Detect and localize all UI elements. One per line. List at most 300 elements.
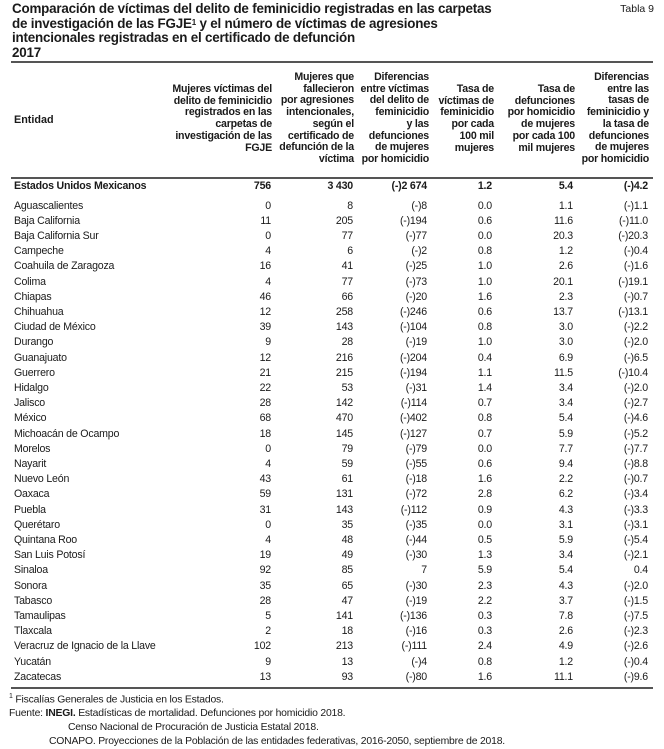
- title-line-3: intencionales registradas en el certificado de defunción: [12, 30, 356, 46]
- difference: (-)73: [405, 275, 427, 288]
- rate-difference: (-)13.1: [618, 305, 648, 318]
- difference: (-)194: [399, 366, 427, 379]
- header-line: por cada: [451, 118, 494, 131]
- difference: (-)18: [405, 473, 427, 486]
- entity-name: Tabasco: [14, 594, 53, 607]
- feminicidio-rate: 0.0: [477, 199, 492, 212]
- table-row: [0, 397, 664, 412]
- header-line: Diferencias: [374, 71, 429, 83]
- entity-name: Jalisco: [14, 397, 45, 410]
- entity-name: Hidalgo: [14, 381, 49, 394]
- difference: 7: [421, 564, 427, 577]
- feminicidio-victims: 21: [259, 366, 271, 379]
- homicide-deaths: 6: [347, 245, 353, 258]
- difference: (-)2: [411, 245, 427, 258]
- rate-difference: (-)2.7: [623, 397, 648, 410]
- homicide-deaths: 53: [341, 381, 353, 394]
- homicide-rate: 1.1: [558, 199, 573, 212]
- homicide-rate: 4.3: [558, 579, 573, 592]
- homicide-deaths: 143: [335, 321, 353, 334]
- feminicidio-victims: 18: [259, 427, 271, 440]
- header-line: por homicidio: [581, 152, 649, 165]
- footnote-text: Fiscalías Generales de Justicia en los Estados.: [12, 694, 224, 706]
- entity-name: Baja California Sur: [14, 229, 99, 242]
- difference: (-)44: [405, 533, 427, 546]
- feminicidio-rate: 0.9: [477, 503, 492, 516]
- homicide-rate: 2.2: [558, 473, 573, 486]
- rate-difference: (-)6.5: [623, 351, 648, 364]
- header-col-diferencias-tasas: [582, 72, 649, 166]
- header-line: registrados en las: [184, 106, 272, 119]
- difference: (-)136: [399, 609, 427, 622]
- table-row: [0, 336, 664, 351]
- homicide-deaths: 35: [341, 518, 353, 531]
- difference: (-)4: [411, 655, 427, 668]
- header-line: mujeres: [454, 141, 494, 154]
- rate-difference: (-)4.2: [623, 180, 648, 192]
- table-row: [0, 473, 664, 488]
- difference: (-)20: [405, 290, 427, 303]
- entity-name: San Luis Potosí: [14, 549, 86, 562]
- entity-name: Quintana Roo: [14, 533, 77, 546]
- feminicidio-victims: 35: [259, 579, 271, 592]
- header-line: según el: [312, 117, 354, 130]
- table-row: [0, 276, 664, 291]
- table-row: [0, 549, 664, 564]
- homicide-rate: 4.3: [558, 503, 573, 516]
- feminicidio-rate: 0.3: [477, 609, 492, 622]
- header-line: feminicidio: [440, 106, 494, 119]
- entity-name: Sinaloa: [14, 564, 48, 577]
- homicide-deaths: 49: [341, 549, 353, 562]
- feminicidio-victims: 756: [253, 180, 271, 192]
- homicide-deaths: 66: [341, 290, 353, 303]
- entity-name: Guerrero: [14, 366, 55, 379]
- header-line: por cada 100: [512, 129, 575, 142]
- homicide-deaths: 93: [341, 670, 353, 683]
- rate-difference: (-)8.8: [623, 457, 648, 470]
- header-line: FGJE: [245, 141, 272, 154]
- homicide-rate: 2.6: [558, 625, 573, 638]
- entity-name: Colima: [14, 275, 46, 288]
- rate-difference: (-)0.4: [623, 655, 648, 668]
- header-line: certificado de: [287, 129, 354, 142]
- header-line: víctima: [318, 152, 354, 165]
- entity-name: Sonora: [14, 579, 47, 592]
- feminicidio-victims: 11: [260, 214, 271, 227]
- feminicidio-victims: 46: [259, 290, 271, 303]
- difference: (-)194: [399, 214, 427, 227]
- feminicidio-victims: 9: [265, 655, 271, 668]
- entity-name: Michoacán de Ocampo: [14, 427, 120, 440]
- entity-name: Zacatecas: [14, 670, 62, 683]
- header-line: víctimas de: [438, 94, 494, 107]
- homicide-rate: 20.3: [553, 229, 573, 242]
- rate-difference: (-)3.4: [623, 488, 648, 501]
- header-line: de mujeres: [595, 141, 649, 154]
- homicide-deaths: 141: [335, 609, 353, 622]
- entity-name: Chihuahua: [14, 305, 64, 318]
- rate-difference: (-)10.4: [618, 366, 648, 379]
- homicide-rate: 2.3: [558, 290, 573, 303]
- homicide-deaths: 131: [335, 488, 353, 501]
- rate-difference: (-)2.6: [623, 640, 648, 653]
- table-row: [0, 519, 664, 534]
- homicide-deaths: 205: [335, 214, 353, 227]
- table-row: [0, 412, 664, 427]
- feminicidio-victims: 2: [265, 625, 271, 638]
- table-row: [0, 564, 664, 579]
- homicide-rate: 5.9: [558, 533, 573, 546]
- feminicidio-victims: 4: [265, 245, 271, 258]
- table-row: [0, 245, 664, 260]
- entity-name: Yucatán: [14, 655, 51, 668]
- rate-difference: (-)2.0: [623, 579, 648, 592]
- top-rule: [11, 61, 653, 63]
- feminicidio-victims: 59: [259, 488, 271, 501]
- homicide-rate: 5.4: [558, 180, 573, 192]
- feminicidio-rate: 0.8: [477, 245, 492, 258]
- homicide-rate: 6.9: [558, 351, 573, 364]
- source-label: Fuente:: [9, 708, 46, 720]
- rate-difference: (-)2.3: [623, 625, 648, 638]
- rate-difference: (-)0.7: [623, 290, 648, 303]
- table-row: [0, 382, 664, 397]
- feminicidio-victims: 92: [259, 564, 271, 577]
- feminicidio-rate: 1.4: [477, 381, 492, 394]
- table-row: [0, 625, 664, 640]
- difference: (-)204: [399, 351, 427, 364]
- title-line-2-post: y el número de víctimas de agresiones: [195, 15, 438, 31]
- header-entidad: Entidad: [14, 114, 54, 126]
- table-row: [0, 428, 664, 443]
- difference: (-)31: [405, 381, 427, 394]
- entity-name: Ciudad de México: [14, 321, 96, 334]
- homicide-deaths: 216: [335, 351, 353, 364]
- homicide-rate: 11.1: [553, 670, 573, 683]
- difference: (-)79: [405, 442, 427, 455]
- feminicidio-rate: 0.8: [477, 412, 492, 425]
- homicide-deaths: 215: [335, 366, 353, 379]
- feminicidio-rate: 5.9: [477, 564, 492, 577]
- rate-difference: (-)1.5: [623, 594, 648, 607]
- table-row: [0, 291, 664, 306]
- rate-difference: (-)7.5: [623, 609, 648, 622]
- entity-name: Oaxaca: [14, 488, 50, 501]
- homicide-rate: 11.5: [553, 366, 573, 379]
- header-line: defunciones: [588, 129, 649, 142]
- homicide-deaths: 3 430: [327, 180, 353, 192]
- rate-difference: (-)1.1: [623, 199, 648, 212]
- homicide-deaths: 77: [341, 275, 353, 288]
- homicide-rate: 3.4: [558, 549, 573, 562]
- entity-name: Chiapas: [14, 290, 52, 303]
- entity-name: Estados Unidos Mexicanos: [14, 180, 147, 192]
- rate-difference: (-)2.0: [623, 336, 648, 349]
- feminicidio-rate: 2.8: [477, 488, 492, 501]
- homicide-deaths: 145: [335, 427, 353, 440]
- homicide-deaths: 79: [341, 442, 353, 455]
- feminicidio-victims: 4: [265, 457, 271, 470]
- feminicidio-rate: 1.6: [477, 473, 492, 486]
- table-row: [0, 260, 664, 275]
- difference: (-)19: [405, 336, 427, 349]
- homicide-rate: 3.4: [558, 397, 573, 410]
- feminicidio-rate: 1.6: [477, 670, 492, 683]
- table-row: [0, 595, 664, 610]
- source-text-1: Estadísticas de mortalidad. Defunciones por homicidio 2018.: [75, 708, 346, 720]
- homicide-rate: 1.2: [558, 245, 573, 258]
- entity-name: Nayarit: [14, 457, 47, 470]
- header-line: delito de feminicidio: [173, 94, 272, 107]
- feminicidio-victims: 39: [259, 321, 271, 334]
- homicide-deaths: 258: [335, 305, 353, 318]
- difference: (-)8: [411, 199, 427, 212]
- feminicidio-rate: 0.6: [477, 457, 492, 470]
- rate-difference: (-)3.3: [623, 503, 648, 516]
- rate-difference: 0.4: [633, 564, 648, 577]
- difference: (-)246: [399, 305, 427, 318]
- feminicidio-victims: 68: [259, 412, 271, 425]
- footnote-marker: 1: [9, 693, 13, 700]
- header-line: defunciones: [368, 129, 429, 142]
- header-line: entre víctimas: [360, 82, 429, 95]
- table-row: [0, 200, 664, 215]
- homicide-rate: 5.4: [558, 564, 573, 577]
- feminicidio-victims: 5: [265, 609, 271, 622]
- homicide-deaths: 470: [335, 412, 353, 425]
- feminicidio-rate: 2.4: [477, 640, 492, 653]
- feminicidio-rate: 1.1: [477, 366, 492, 379]
- table-number-label: Tabla 9: [620, 3, 654, 15]
- table-row-total: [0, 180, 664, 195]
- header-line: por homicidio: [507, 106, 575, 119]
- table-row: [0, 458, 664, 473]
- feminicidio-victims: 43: [259, 473, 271, 486]
- entity-name: Guanajuato: [14, 351, 67, 364]
- homicide-rate: 3.0: [558, 321, 573, 334]
- entity-name: Baja California: [14, 214, 80, 227]
- homicide-rate: 1.2: [558, 655, 573, 668]
- feminicidio-victims: 16: [259, 260, 271, 273]
- homicide-rate: 13.7: [553, 305, 573, 318]
- feminicidio-rate: 0.5: [477, 533, 492, 546]
- feminicidio-rate: 0.8: [477, 321, 492, 334]
- feminicidio-rate: 1.3: [477, 549, 492, 562]
- feminicidio-rate: 0.8: [477, 655, 492, 668]
- rate-difference: (-)2.1: [623, 549, 648, 562]
- feminicidio-victims: 9: [265, 336, 271, 349]
- difference: (-)16: [405, 625, 427, 638]
- homicide-rate: 6.2: [558, 488, 573, 501]
- header-line: y las: [406, 117, 429, 130]
- header-line: feminicidio y: [586, 106, 649, 119]
- homicide-rate: 5.4: [558, 412, 573, 425]
- feminicidio-rate: 1.2: [477, 180, 492, 192]
- homicide-rate: 7.8: [558, 609, 573, 622]
- rate-difference: (-)5.4: [623, 533, 648, 546]
- feminicidio-victims: 0: [265, 442, 271, 455]
- entity-name: Durango: [14, 336, 54, 349]
- header-col-tasa-defunciones: [508, 84, 575, 154]
- bottom-rule: [11, 687, 653, 689]
- difference: (-)77: [405, 229, 427, 242]
- header-line: entre las: [607, 82, 649, 95]
- table-row: [0, 230, 664, 245]
- entity-name: Veracruz de Ignacio de la Llave: [14, 640, 156, 653]
- header-line: investigación de las: [175, 129, 272, 142]
- feminicidio-rate: 0.6: [477, 214, 492, 227]
- feminicidio-victims: 4: [265, 533, 271, 546]
- difference: (-)80: [405, 670, 427, 683]
- homicide-deaths: 77: [341, 229, 353, 242]
- source-line-2: Censo Nacional de Procuración de Justicia Estatal 2018.: [68, 722, 319, 734]
- entity-name: Morelos: [14, 442, 51, 455]
- header-line: de mujeres: [521, 118, 575, 131]
- title-line-2: [12, 17, 572, 32]
- header-line: del delito de: [369, 94, 429, 107]
- entity-name: Querétaro: [14, 518, 60, 531]
- feminicidio-rate: 0.0: [477, 229, 492, 242]
- rate-difference: (-)11.0: [618, 214, 648, 227]
- homicide-deaths: 213: [335, 640, 353, 653]
- header-line: 100 mil: [459, 129, 494, 142]
- homicide-deaths: 28: [341, 336, 353, 349]
- entity-name: Aguascalientes: [14, 199, 84, 212]
- homicide-rate: 9.4: [558, 457, 573, 470]
- homicide-rate: 20.1: [553, 275, 573, 288]
- header-line: defunciones: [514, 94, 575, 107]
- header-line: tasas de: [608, 94, 649, 107]
- feminicidio-victims: 102: [253, 640, 271, 653]
- homicide-deaths: 8: [347, 199, 353, 212]
- table-row: [0, 656, 664, 671]
- table-notes: [9, 690, 505, 749]
- feminicidio-victims: 4: [265, 275, 271, 288]
- feminicidio-victims: 0: [265, 229, 271, 242]
- table-row: [0, 321, 664, 336]
- feminicidio-rate: 1.0: [477, 260, 492, 273]
- title-footnote-ref: 1: [191, 17, 196, 27]
- feminicidio-victims: 28: [259, 397, 271, 410]
- source-line-3: CONAPO. Proyecciones de la Población de las entidades federativas, 2016-2050, septiembre de 2018.: [49, 736, 505, 748]
- rate-difference: (-)0.7: [623, 473, 648, 486]
- homicide-deaths: 143: [335, 503, 353, 516]
- header-line: defunción de la: [279, 141, 354, 154]
- difference: (-)30: [405, 579, 427, 592]
- feminicidio-victims: 12: [259, 305, 271, 318]
- rate-difference: (-)9.6: [623, 670, 648, 683]
- table-row: [0, 215, 664, 230]
- feminicidio-victims: 22: [259, 381, 271, 394]
- header-line: Mujeres que: [294, 71, 354, 83]
- header-line: la tasa de: [602, 117, 649, 130]
- entity-name: Nuevo León: [14, 473, 70, 486]
- header-col-diferencias: [361, 72, 429, 166]
- difference: (-)111: [401, 640, 427, 653]
- entity-name: Coahuila de Zaragoza: [14, 260, 115, 273]
- title-line-2-pre: de investigación de las FGJE: [12, 15, 192, 31]
- feminicidio-rate: 0.0: [477, 442, 492, 455]
- homicide-rate: 4.9: [558, 640, 573, 653]
- header-line: mil mujeres: [518, 141, 575, 154]
- rate-difference: (-)2.2: [623, 321, 648, 334]
- homicide-deaths: 13: [341, 655, 353, 668]
- footnote: [9, 690, 505, 707]
- table-row: [0, 352, 664, 367]
- feminicidio-rate: 0.7: [477, 427, 492, 440]
- homicide-rate: 3.0: [558, 336, 573, 349]
- feminicidio-rate: 2.3: [477, 579, 492, 592]
- table-row: [0, 534, 664, 549]
- feminicidio-rate: 1.0: [477, 336, 492, 349]
- table-title: [12, 2, 572, 60]
- entity-name: Puebla: [14, 503, 46, 516]
- feminicidio-rate: 1.0: [477, 275, 492, 288]
- header-col-defunciones-agresiones: [279, 72, 354, 166]
- table-row: [0, 306, 664, 321]
- header-line: Diferencias: [594, 71, 649, 83]
- header-line: de mujeres: [375, 141, 429, 154]
- feminicidio-rate: 0.6: [477, 305, 492, 318]
- feminicidio-victims: 31: [259, 503, 271, 516]
- feminicidio-rate: 0.7: [477, 397, 492, 410]
- homicide-rate: 3.1: [558, 518, 573, 531]
- homicide-rate: 7.7: [558, 442, 573, 455]
- homicide-rate: 11.6: [553, 214, 573, 227]
- feminicidio-rate: 0.3: [477, 625, 492, 638]
- difference: (-)127: [399, 427, 427, 440]
- rate-difference: (-)1.6: [623, 260, 648, 273]
- header-line: feminicidio: [375, 106, 429, 119]
- rate-difference: (-)20.3: [618, 229, 648, 242]
- table-row: [0, 671, 664, 686]
- difference: (-)55: [405, 457, 427, 470]
- homicide-deaths: 65: [341, 579, 353, 592]
- feminicidio-victims: 0: [265, 199, 271, 212]
- difference: (-)72: [405, 488, 427, 501]
- feminicidio-rate: 0.4: [477, 351, 492, 364]
- difference: (-)402: [399, 412, 427, 425]
- rate-difference: (-)7.7: [623, 442, 648, 455]
- difference: (-)114: [400, 397, 427, 410]
- source-line-1: [9, 707, 505, 721]
- header-line: Tasa de: [537, 83, 575, 95]
- homicide-rate: 2.6: [558, 260, 573, 273]
- homicide-deaths: 18: [341, 625, 353, 638]
- header-rule: [11, 177, 653, 179]
- header-line: carpetas de: [215, 118, 272, 131]
- difference: (-)112: [400, 503, 427, 516]
- difference: (-)35: [405, 518, 427, 531]
- feminicidio-victims: 12: [259, 351, 271, 364]
- difference: (-)19: [405, 594, 427, 607]
- feminicidio-victims: 0: [265, 518, 271, 531]
- feminicidio-rate: 0.0: [477, 518, 492, 531]
- header-line: por homicidio: [361, 152, 429, 165]
- entity-name: Tlaxcala: [14, 625, 52, 638]
- table-row: [0, 640, 664, 655]
- rate-difference: (-)5.2: [623, 427, 648, 440]
- rate-difference: (-)3.1: [623, 518, 648, 531]
- difference: (-)25: [405, 260, 427, 273]
- table-row: [0, 610, 664, 625]
- header-line: intencionales,: [286, 106, 354, 119]
- homicide-deaths: 142: [335, 397, 353, 410]
- homicide-deaths: 59: [341, 457, 353, 470]
- homicide-rate: 3.7: [558, 594, 573, 607]
- rate-difference: (-)0.4: [623, 245, 648, 258]
